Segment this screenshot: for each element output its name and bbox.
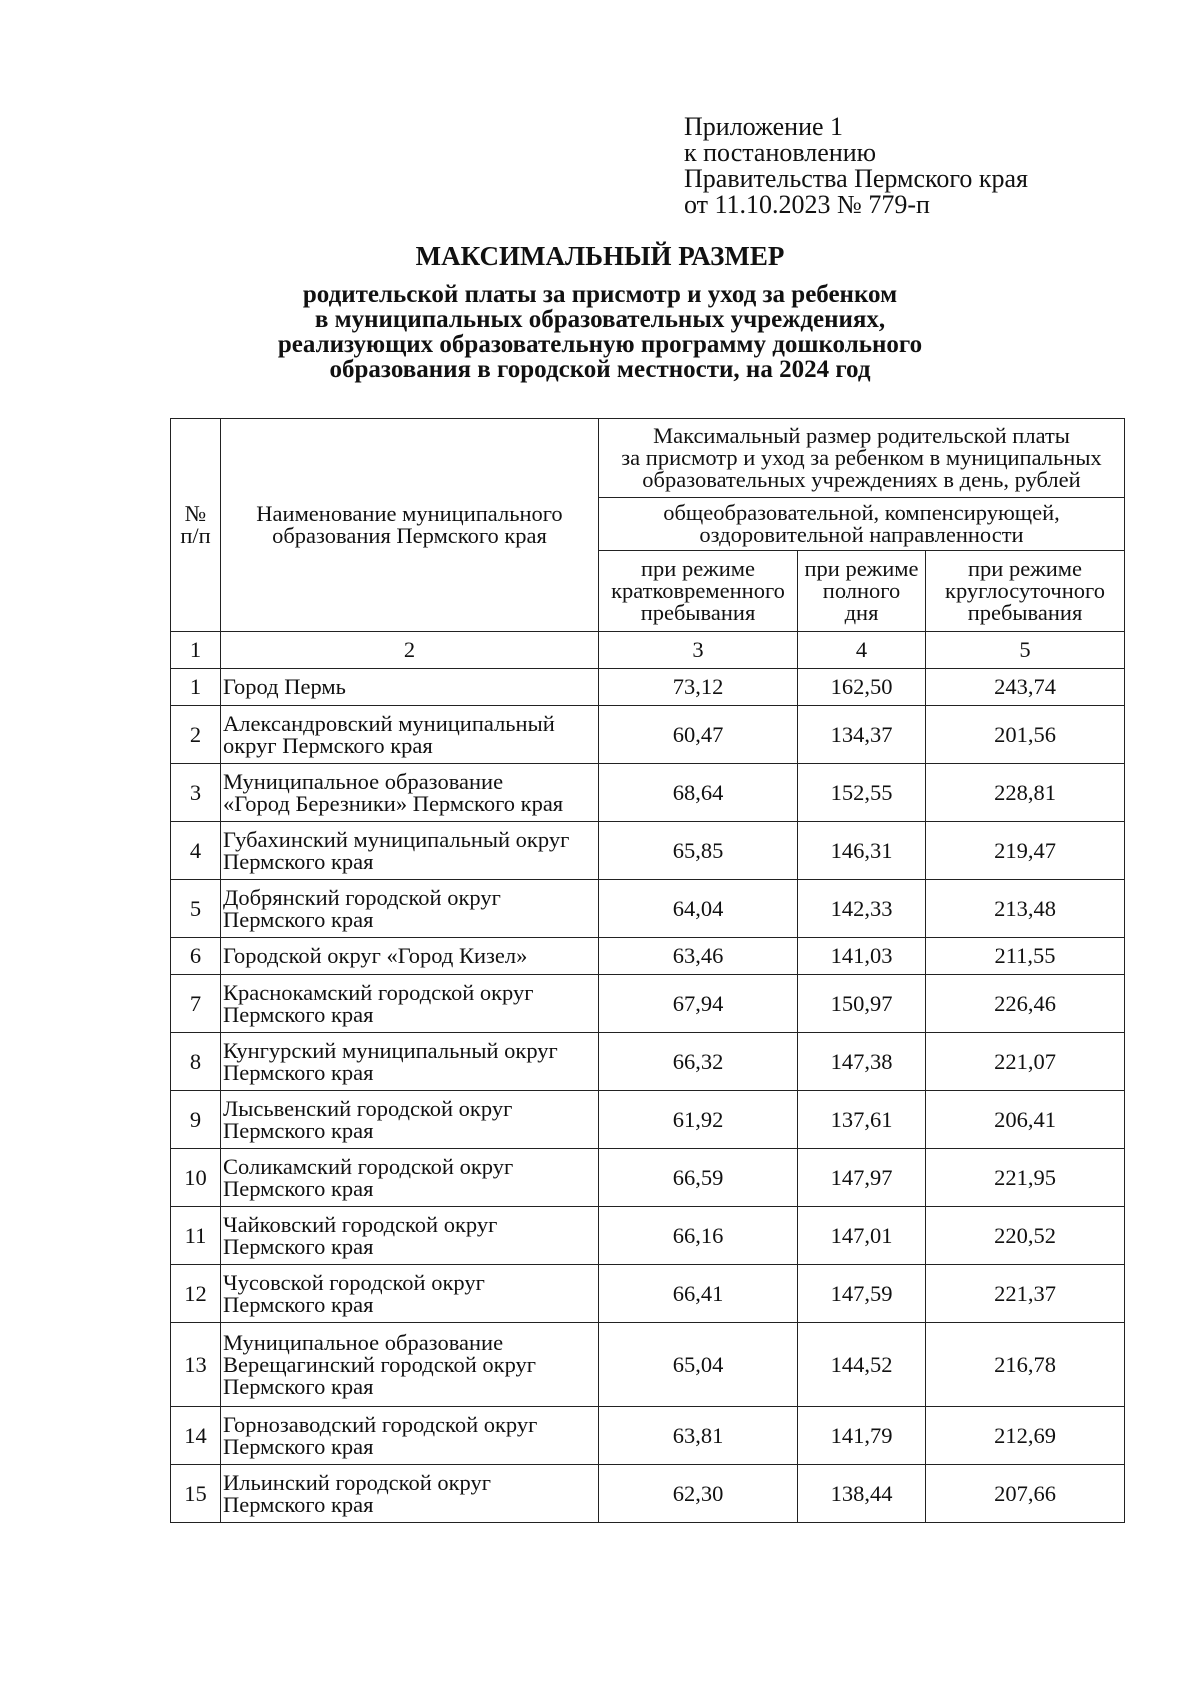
round-clock-fee-cell: 213,48	[926, 880, 1125, 938]
header-text: дня	[844, 600, 879, 625]
municipality-name-line: Пермского края	[223, 1291, 374, 1317]
full-day-fee-cell: 147,59	[798, 1265, 926, 1323]
round-clock-fee-cell: 243,74	[926, 669, 1125, 706]
municipality-name-line: Пермского края	[223, 1491, 374, 1517]
header-text: полного	[822, 578, 901, 603]
row-number-cell: 6	[171, 938, 221, 975]
header-group-cell	[599, 419, 1125, 498]
column-number-cell: 2	[221, 632, 599, 669]
municipality-name-cell	[221, 1323, 599, 1407]
short-stay-fee-cell: 66,41	[599, 1265, 798, 1323]
table-row	[171, 1265, 1125, 1323]
full-day-fee-cell: 147,97	[798, 1149, 926, 1207]
municipality-name-line: Пермского края	[223, 1233, 374, 1259]
table-row	[171, 880, 1125, 938]
municipality-name-line: Пермского края	[223, 1373, 374, 1399]
short-stay-fee-cell: 61,92	[599, 1091, 798, 1149]
municipality-name-cell	[221, 822, 599, 880]
table-row	[171, 706, 1125, 764]
full-day-fee-cell: 142,33	[798, 880, 926, 938]
round-clock-fee-cell: 211,55	[926, 938, 1125, 975]
header-text: образовательных учреждениях в день, рублей	[642, 467, 1081, 492]
table-row	[171, 1465, 1125, 1523]
header-text: пребывания	[640, 600, 756, 625]
round-clock-fee-cell: 221,95	[926, 1149, 1125, 1207]
municipality-name-line: Пермского края	[223, 906, 374, 932]
short-stay-fee-cell: 64,04	[599, 880, 798, 938]
round-clock-fee-cell: 220,52	[926, 1207, 1125, 1265]
full-day-fee-cell: 152,55	[798, 764, 926, 822]
short-stay-fee-cell: 67,94	[599, 975, 798, 1033]
round-clock-fee-cell: 207,66	[926, 1465, 1125, 1523]
header-text: Наименование муниципального	[256, 501, 563, 526]
table-row	[171, 822, 1125, 880]
municipality-name-line: Город Пермь	[223, 674, 346, 699]
row-number-cell: 14	[171, 1407, 221, 1465]
full-day-fee-cell: 150,97	[798, 975, 926, 1033]
municipality-name-cell	[221, 669, 599, 706]
municipality-name-cell	[221, 880, 599, 938]
header-text: кратковременного	[611, 578, 785, 603]
round-clock-fee-cell: 221,37	[926, 1265, 1125, 1323]
appendix-line: к постановлению	[684, 138, 877, 167]
municipality-name-line: Муниципальное образование	[223, 768, 504, 794]
round-clock-fee-cell: 226,46	[926, 975, 1125, 1033]
municipality-name-line: «Город Березники» Пермского края	[223, 790, 564, 816]
municipality-name-line: Муниципальное образование	[223, 1329, 504, 1355]
table-row	[171, 938, 1125, 975]
row-number-cell: 9	[171, 1091, 221, 1149]
municipality-name-line: Кунгурский муниципальный округ	[223, 1037, 558, 1063]
header-text: при режиме	[967, 556, 1082, 581]
row-number-cell: 2	[171, 706, 221, 764]
column-number-cell: 5	[926, 632, 1125, 669]
table-row	[171, 1149, 1125, 1207]
municipality-name-line: Лысьвенский городской округ	[223, 1095, 513, 1121]
row-number-cell: 15	[171, 1465, 221, 1523]
subtitle-line: в муниципальных образовательных учреждениях,	[314, 306, 886, 333]
header-direction-cell	[599, 498, 1125, 551]
header-text: при режиме	[804, 556, 919, 581]
full-day-fee-cell: 147,38	[798, 1033, 926, 1091]
header-text: п/п	[180, 523, 211, 548]
appendix-note	[684, 114, 1028, 218]
municipality-name-line: Верещагинский городской округ	[223, 1351, 537, 1377]
round-clock-fee-cell: 228,81	[926, 764, 1125, 822]
round-clock-fee-cell: 221,07	[926, 1033, 1125, 1091]
full-day-fee-cell: 141,79	[798, 1407, 926, 1465]
round-clock-fee-cell: 201,56	[926, 706, 1125, 764]
row-number-cell: 5	[171, 880, 221, 938]
municipality-name-line: Пермского края	[223, 1001, 374, 1027]
appendix-line: Приложение 1	[684, 112, 844, 141]
municipality-name-cell	[221, 938, 599, 975]
municipality-name-line: Пермского края	[223, 1117, 374, 1143]
header-text: Максимальный размер родительской платы	[653, 423, 1070, 448]
municipality-name-cell	[221, 1465, 599, 1523]
subtitle-line: родительской платы за присмотр и уход за ребенком	[302, 281, 898, 308]
municipality-name-line: Александровский муниципальный	[223, 710, 555, 736]
table-row	[171, 1323, 1125, 1407]
column-number-cell: 4	[798, 632, 926, 669]
short-stay-fee-cell: 66,32	[599, 1033, 798, 1091]
full-day-fee-cell: 137,61	[798, 1091, 926, 1149]
document-subtitle	[0, 282, 1200, 382]
row-number-cell: 3	[171, 764, 221, 822]
short-stay-fee-cell: 66,59	[599, 1149, 798, 1207]
municipality-name-line: Пермского края	[223, 1433, 374, 1459]
header-text: оздоровительной направленности	[699, 522, 1024, 547]
municipality-name-cell	[221, 1207, 599, 1265]
full-day-fee-cell: 134,37	[798, 706, 926, 764]
table-row	[171, 975, 1125, 1033]
municipality-name-line: Ильинский городской округ	[223, 1469, 491, 1495]
municipality-name-line: Горнозаводский городской округ	[223, 1411, 538, 1437]
municipality-name-line: округ Пермского края	[223, 732, 433, 758]
municipality-name-line: Пермского края	[223, 1059, 374, 1085]
municipality-name-line: Добрянский городской округ	[223, 884, 501, 910]
full-day-fee-cell: 138,44	[798, 1465, 926, 1523]
short-stay-fee-cell: 73,12	[599, 669, 798, 706]
subtitle-line: образования в городской местности, на 2024 год	[329, 356, 871, 383]
round-clock-fee-cell: 216,78	[926, 1323, 1125, 1407]
municipality-name-cell	[221, 1149, 599, 1207]
municipality-name-cell	[221, 1033, 599, 1091]
full-day-fee-cell: 162,50	[798, 669, 926, 706]
document-title: МАКСИМАЛЬНЫЙ РАЗМЕР	[415, 241, 785, 271]
short-stay-fee-cell: 66,16	[599, 1207, 798, 1265]
short-stay-fee-cell: 60,47	[599, 706, 798, 764]
table-row	[171, 669, 1125, 706]
short-stay-fee-cell: 63,46	[599, 938, 798, 975]
municipality-name-cell	[221, 1265, 599, 1323]
round-clock-fee-cell: 219,47	[926, 822, 1125, 880]
municipality-name-cell	[221, 706, 599, 764]
row-number-cell: 7	[171, 975, 221, 1033]
table-row	[171, 764, 1125, 822]
column-number-cell: 1	[171, 632, 221, 669]
subtitle-line: реализующих образовательную программу дошкольного	[277, 331, 923, 358]
row-number-cell: 12	[171, 1265, 221, 1323]
header-text: №	[184, 501, 207, 526]
round-clock-fee-cell: 212,69	[926, 1407, 1125, 1465]
header-row	[171, 419, 1125, 498]
header-number-cell	[171, 419, 221, 632]
appendix-line: Правительства Пермского края	[684, 164, 1028, 193]
header-name-cell	[221, 419, 599, 632]
full-day-fee-cell: 147,01	[798, 1207, 926, 1265]
column-number-row	[171, 632, 1125, 669]
municipality-name-line: Краснокамский городской округ	[223, 979, 534, 1005]
municipality-name-cell	[221, 1091, 599, 1149]
row-number-cell: 4	[171, 822, 221, 880]
header-text: за присмотр и уход за ребенком в муниципальных	[621, 445, 1102, 470]
municipality-name-line: Пермского края	[223, 1175, 374, 1201]
header-text: при режиме	[640, 556, 755, 581]
municipality-name-cell	[221, 975, 599, 1033]
header-text: образования Пермского края	[272, 523, 547, 548]
municipality-name-line: Чайковский городской округ	[223, 1211, 498, 1237]
header-text: пребывания	[967, 600, 1083, 625]
municipality-name-cell	[221, 1407, 599, 1465]
full-day-fee-cell: 146,31	[798, 822, 926, 880]
header-text: круглосуточного	[945, 578, 1105, 603]
short-stay-fee-cell: 65,85	[599, 822, 798, 880]
municipality-name-line: Городской округ «Город Кизел»	[223, 943, 528, 968]
table-row	[171, 1033, 1125, 1091]
header-full-day-cell	[798, 551, 926, 632]
rates-table	[170, 418, 1125, 1523]
row-number-cell: 1	[171, 669, 221, 706]
table-row	[171, 1207, 1125, 1265]
municipality-name-line: Соликамский городской округ	[223, 1153, 514, 1179]
table-row	[171, 1091, 1125, 1149]
municipality-name-cell	[221, 764, 599, 822]
full-day-fee-cell: 144,52	[798, 1323, 926, 1407]
header-short-stay-cell	[599, 551, 798, 632]
short-stay-fee-cell: 65,04	[599, 1323, 798, 1407]
row-number-cell: 10	[171, 1149, 221, 1207]
short-stay-fee-cell: 68,64	[599, 764, 798, 822]
short-stay-fee-cell: 62,30	[599, 1465, 798, 1523]
municipality-name-line: Чусовской городской округ	[223, 1269, 485, 1295]
row-number-cell: 13	[171, 1323, 221, 1407]
column-number-cell: 3	[599, 632, 798, 669]
table-row	[171, 1407, 1125, 1465]
appendix-line: от 11.10.2023 № 779-п	[684, 190, 930, 219]
short-stay-fee-cell: 63,81	[599, 1407, 798, 1465]
municipality-name-line: Губахинский муниципальный округ	[223, 826, 570, 852]
header-text: общеобразовательной, компенсирующей,	[663, 500, 1060, 525]
full-day-fee-cell: 141,03	[798, 938, 926, 975]
round-clock-fee-cell: 206,41	[926, 1091, 1125, 1149]
municipality-name-line: Пермского края	[223, 848, 374, 874]
row-number-cell: 8	[171, 1033, 221, 1091]
header-round-clock-cell	[926, 551, 1125, 632]
row-number-cell: 11	[171, 1207, 221, 1265]
